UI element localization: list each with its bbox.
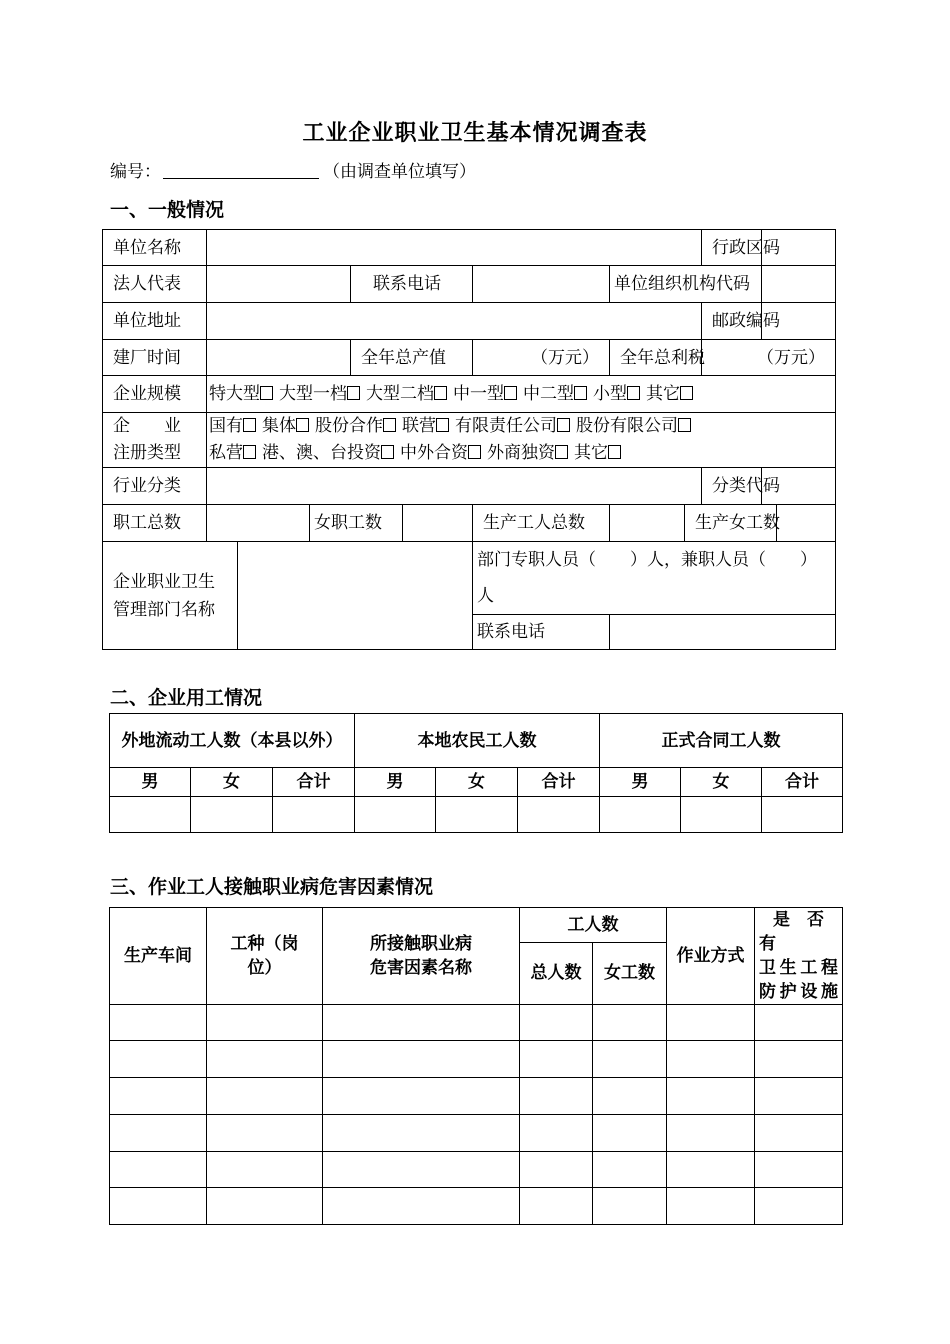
input-cell[interactable]: [355, 797, 436, 833]
input-cell[interactable]: [762, 797, 843, 833]
input-cell[interactable]: [323, 1041, 520, 1078]
male-header: 男: [110, 768, 191, 797]
checkbox-icon: [504, 386, 517, 400]
input-cell[interactable]: [593, 1115, 667, 1152]
input-cell[interactable]: [755, 1041, 843, 1078]
employment-table: [109, 713, 843, 833]
reg-option[interactable]: 其它: [574, 443, 627, 463]
postal-code-label: 邮政编码: [702, 303, 762, 340]
scale-option[interactable]: 中二型: [523, 384, 593, 404]
contact-phone-label: 联系电话: [351, 266, 473, 303]
reg-option[interactable]: 国有: [209, 416, 262, 436]
input-cell[interactable]: [323, 1078, 520, 1115]
contact-phone-field[interactable]: [473, 266, 610, 303]
input-cell[interactable]: [667, 1041, 755, 1078]
reg-option[interactable]: 外商独资: [487, 443, 574, 463]
checkbox-icon: [627, 386, 640, 400]
annual-profit-field[interactable]: [702, 340, 836, 376]
reg-option[interactable]: 私营: [209, 443, 262, 463]
input-cell[interactable]: [110, 1005, 207, 1041]
checkbox-icon: [678, 418, 691, 432]
scale-label: 企业规模: [103, 376, 207, 413]
reg-option[interactable]: 港、澳、台投资: [262, 443, 400, 463]
female-header: 女: [436, 768, 518, 797]
local-farmer-workers-header: 本地农民工人数: [355, 714, 600, 768]
input-cell[interactable]: [520, 1188, 593, 1225]
checkbox-icon: [243, 445, 256, 459]
protection-header: 是 否 有 卫生工程 防护设施: [755, 908, 843, 1005]
industry-label: 行业分类: [103, 468, 207, 505]
hazard-exposure-table: [109, 907, 843, 1225]
scale-option[interactable]: 中一型: [453, 384, 523, 404]
industry-field[interactable]: [207, 468, 702, 505]
female-staff-label: 女职工数: [310, 505, 403, 542]
founded-field[interactable]: [207, 340, 351, 376]
total-header: 合计: [518, 768, 600, 797]
input-cell[interactable]: [755, 1115, 843, 1152]
female-workers-header: 女工数: [593, 942, 667, 1004]
total-workers-label: 生产工人总数: [473, 505, 610, 542]
annual-output-field[interactable]: [473, 340, 610, 376]
checkbox-icon: [557, 418, 570, 432]
input-cell[interactable]: [207, 1041, 323, 1078]
input-cell[interactable]: [667, 1152, 755, 1188]
input-cell[interactable]: [755, 1152, 843, 1188]
input-cell[interactable]: [755, 1188, 843, 1225]
input-cell[interactable]: [207, 1078, 323, 1115]
input-cell[interactable]: [593, 1152, 667, 1188]
total-workers-header: 总人数: [520, 942, 593, 1004]
serial-label: 编号：: [110, 162, 161, 182]
contract-workers-header: 正式合同工人数: [600, 714, 843, 768]
job-header: 工种（岗位）: [207, 908, 323, 1005]
scale-option[interactable]: 其它: [646, 384, 699, 404]
reg-type-label: 企 业 注册类型: [103, 413, 207, 468]
input-cell[interactable]: [667, 1188, 755, 1225]
checkbox-icon: [436, 418, 449, 432]
general-info-table: [102, 229, 836, 650]
admin-code-label: 行政区码: [702, 230, 762, 266]
input-cell[interactable]: [755, 1005, 843, 1041]
input-cell[interactable]: [593, 1041, 667, 1078]
reg-option[interactable]: 集体: [262, 416, 315, 436]
migrant-workers-header: 外地流动工人数（本县以外）: [110, 714, 355, 768]
dept-phone-label: 联系电话: [473, 615, 610, 650]
serial-note: （由调查单位填写）: [323, 162, 476, 182]
reg-option[interactable]: 股份合作: [315, 416, 402, 436]
input-cell[interactable]: [667, 1115, 755, 1152]
checkbox-icon: [574, 386, 587, 400]
unit-name-label: 单位名称: [103, 230, 207, 266]
input-cell[interactable]: [600, 797, 681, 833]
checkbox-icon: [243, 418, 256, 432]
total-workers-field[interactable]: [610, 505, 685, 542]
workshop-header: 生产车间: [110, 908, 207, 1005]
section2-heading: 二、企业用工情况: [110, 687, 263, 709]
total-staff-label: 职工总数: [103, 505, 207, 542]
input-cell[interactable]: [110, 1188, 207, 1225]
dept-staff-field[interactable]: 部门专职人员（ ）人，兼职人员（ ） 人: [473, 542, 836, 615]
input-cell[interactable]: [110, 797, 191, 833]
input-cell[interactable]: [755, 1078, 843, 1115]
total-header: 合计: [762, 768, 843, 797]
input-cell[interactable]: [273, 797, 355, 833]
annual-output-label: 全年总产值: [351, 340, 473, 376]
input-cell[interactable]: [323, 1005, 520, 1041]
org-code-field[interactable]: [762, 266, 836, 303]
input-cell[interactable]: [110, 1152, 207, 1188]
reg-option[interactable]: 联营: [402, 416, 455, 436]
reg-option[interactable]: 有限责任公司: [455, 416, 576, 436]
input-cell[interactable]: [110, 1115, 207, 1152]
male-header: 男: [600, 768, 681, 797]
scale-option[interactable]: 大型一档: [279, 384, 366, 404]
checkbox-icon: [608, 445, 621, 459]
input-cell[interactable]: [436, 797, 518, 833]
work-mode-header: 作业方式: [667, 908, 755, 1005]
input-cell[interactable]: [520, 1152, 593, 1188]
scale-option[interactable]: 大型二档: [366, 384, 453, 404]
total-staff-field[interactable]: [207, 505, 310, 542]
dept-phone-field[interactable]: [610, 615, 836, 650]
female-header: 女: [191, 768, 273, 797]
dept-label: 企业职业卫生 管理部门名称: [103, 542, 238, 650]
input-cell[interactable]: [323, 1152, 520, 1188]
total-header: 合计: [273, 768, 355, 797]
serial-number-row: [110, 157, 476, 182]
input-cell[interactable]: [520, 1078, 593, 1115]
page-title: 工业企业职业卫生基本情况调查表: [302, 120, 648, 146]
input-cell[interactable]: [520, 1041, 593, 1078]
input-cell[interactable]: [667, 1005, 755, 1041]
input-cell[interactable]: [520, 1005, 593, 1041]
input-cell[interactable]: [207, 1152, 323, 1188]
scale-option[interactable]: 特大型: [209, 384, 279, 404]
checkbox-icon: [434, 386, 447, 400]
checkbox-icon: [383, 418, 396, 432]
annual-profit-label: 全年总利税: [610, 340, 702, 376]
profit-unit: （万元）: [757, 347, 825, 368]
hazard-header: 所接触职业病 危害因素名称: [323, 908, 520, 1005]
input-cell[interactable]: [667, 1078, 755, 1115]
checkbox-icon: [381, 445, 394, 459]
org-code-label: 单位组织机构代码: [610, 266, 762, 303]
checkbox-icon: [555, 445, 568, 459]
dept-name-field[interactable]: [238, 542, 473, 650]
checkbox-icon: [680, 386, 693, 400]
input-cell[interactable]: [110, 1041, 207, 1078]
output-unit: （万元）: [531, 347, 599, 368]
serial-number-field[interactable]: [163, 162, 319, 179]
female-workers-field[interactable]: [777, 505, 836, 542]
reg-option[interactable]: 中外合资: [400, 443, 487, 463]
female-header: 女: [681, 768, 762, 797]
input-cell[interactable]: [110, 1078, 207, 1115]
input-cell[interactable]: [207, 1005, 323, 1041]
input-cell[interactable]: [520, 1115, 593, 1152]
checkbox-icon: [347, 386, 360, 400]
address-label: 单位地址: [103, 303, 207, 340]
scale-options: [207, 376, 836, 413]
legal-rep-field[interactable]: [207, 266, 351, 303]
checkbox-icon: [260, 386, 273, 400]
section1-heading: 一、一般情况: [110, 199, 225, 221]
founded-label: 建厂时间: [103, 340, 207, 376]
input-cell[interactable]: [323, 1188, 520, 1225]
input-cell[interactable]: [323, 1115, 520, 1152]
scale-option[interactable]: 小型: [593, 384, 646, 404]
reg-type-options: [207, 413, 836, 468]
section3-heading: 三、作业工人接触职业病危害因素情况: [110, 876, 434, 898]
input-cell[interactable]: [593, 1078, 667, 1115]
female-workers-label: 生产女工数: [685, 505, 777, 542]
unit-name-field[interactable]: [207, 230, 702, 266]
workers-header: 工人数: [520, 908, 667, 943]
checkbox-icon: [468, 445, 481, 459]
address-field[interactable]: [207, 303, 702, 340]
male-header: 男: [355, 768, 436, 797]
input-cell[interactable]: [207, 1188, 323, 1225]
input-cell[interactable]: [207, 1115, 323, 1152]
checkbox-icon: [296, 418, 309, 432]
input-cell[interactable]: [593, 1005, 667, 1041]
legal-rep-label: 法人代表: [103, 266, 207, 303]
female-staff-field[interactable]: [403, 505, 473, 542]
input-cell[interactable]: [191, 797, 273, 833]
class-code-label: 分类代码: [702, 468, 762, 505]
input-cell[interactable]: [593, 1188, 667, 1225]
reg-option[interactable]: 股份有限公司: [576, 416, 697, 436]
input-cell[interactable]: [518, 797, 600, 833]
input-cell[interactable]: [681, 797, 762, 833]
